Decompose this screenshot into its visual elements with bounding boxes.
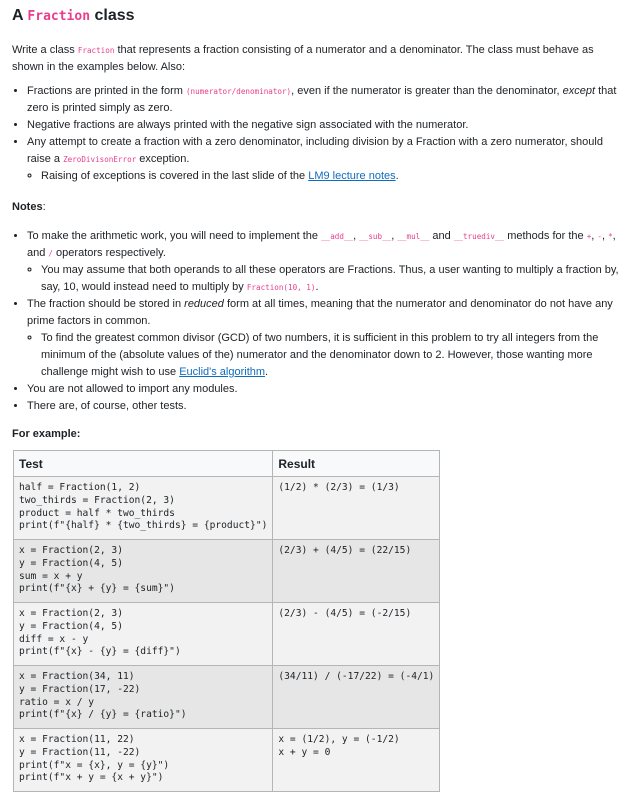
test-cell xyxy=(14,603,273,666)
sub-list xyxy=(27,262,624,296)
list-item: ◦ You may assume that both operands to all these operators are Fractions. Thus, a user wanting to multiply a fraction by, say, 10, would instead need to multiply by Fraction(10, 1). xyxy=(41,262,624,296)
list-item: • The fraction should be stored in reduced form at all times, meaning that the numerator and denominator do not have any prime factors in common. ◦ To find the greatest common divisor (GCD) of two numbers, it is sufficient in this problem to try all integers from the minimum of the (absolute values of the) numerator and the denominator down to 2. However, those wanting more challenge might wish to use Euclid's algorithm. xyxy=(27,296,624,381)
list-item: • To make the arithmetic work, you will need to implement the __add__, __sub__, __mul__ and __truediv__ methods for the +, -, *, and / operators respectively. ◦ You may assume that both operands to all these operators are Fractions. Thus, a user wanting to multiply a fraction by, say, 10, would instead need to multiply by Fraction(10, 1). xyxy=(27,228,624,296)
result-output: (1/2) * (2/3) = (1/3) xyxy=(278,482,400,493)
inline-code: __add__ xyxy=(321,232,354,241)
page-title xyxy=(12,6,624,27)
test-code: x = Fraction(34, 11) y = Fraction(17, -22) ratio = x / y print(f"{x} / {y} = {ratio}") xyxy=(19,671,187,721)
euclid-algorithm-link[interactable]: Euclid's algorithm xyxy=(179,366,266,378)
inline-code: (numerator/denominator) xyxy=(185,87,292,96)
lecture-notes-link[interactable]: LM9 lecture notes xyxy=(308,170,396,182)
examples-heading: For example: xyxy=(12,428,81,440)
intro-text-2: that represents a fraction consisting of a numerator and a denominator. The class must behave as shown in the examples below. Also: xyxy=(12,44,594,73)
list-item: ◦ To find the greatest common divisor (GCD) of two numbers, it is sufficient in this problem to try all integers from the minimum of the (absolute values of the) numerator and the denominator down to 2. However, those wanting more challenge might wish to use Euclid's algorithm. xyxy=(41,330,624,381)
emphasis: reduced xyxy=(184,298,224,310)
result-cell xyxy=(273,477,440,540)
sub-list xyxy=(27,168,624,185)
inline-code: * xyxy=(608,232,613,241)
test-cell xyxy=(14,666,273,729)
result-cell xyxy=(273,603,440,666)
list-item: • Fractions are printed in the form (numerator/denominator), even if the numerator is greater than the denominator, except that zero is printed simply as zero. xyxy=(27,83,624,117)
result-cell xyxy=(273,540,440,603)
table-row xyxy=(14,477,440,540)
result-output: (2/3) - (4/5) = (-2/15) xyxy=(278,608,412,619)
list-item: • Negative fractions are always printed with the negative sign associated with the numerator. xyxy=(27,117,624,134)
inline-code: Fraction(10, 1) xyxy=(246,283,316,292)
list-item: • You are not allowed to import any modules. xyxy=(27,381,624,398)
result-output: (34/11) / (-17/22) = (-4/1) xyxy=(278,671,435,682)
intro-code: Fraction xyxy=(77,46,115,55)
title-suffix: class xyxy=(94,7,135,24)
inline-code: __sub__ xyxy=(359,232,392,241)
inline-code: - xyxy=(597,232,602,241)
table-row xyxy=(14,540,440,603)
test-code: half = Fraction(1, 2) two_thirds = Fraction(2, 3) product = half * two_thirds print(f"{half} * {two_thirds} = {product}") xyxy=(19,482,268,532)
table-header-row xyxy=(14,451,440,477)
result-cell xyxy=(273,729,440,792)
list-item: ◦ Raising of exceptions is covered in the last slide of the LM9 lecture notes. xyxy=(41,168,624,185)
inline-code: __mul__ xyxy=(397,232,430,241)
emphasis: except xyxy=(562,85,596,97)
list-item: • There are, of course, other tests. xyxy=(27,398,624,415)
test-cell xyxy=(14,540,273,603)
list-item: • Any attempt to create a fraction with a zero denominator, including division by a Fraction with a zero numerator, should raise a ZeroDivisonError exception. ◦ Raising of exceptions is covered in the last slide of the LM9 lecture notes. xyxy=(27,134,624,185)
requirements-list xyxy=(12,83,624,185)
title-prefix: A xyxy=(12,7,23,24)
result-output: x = (1/2), y = (-1/2) x + y = 0 xyxy=(278,734,400,758)
intro-paragraph xyxy=(12,42,624,76)
column-header-result: Result xyxy=(273,451,440,477)
result-output: (2/3) + (4/5) = (22/15) xyxy=(278,545,412,556)
inline-code: ZeroDivisonError xyxy=(63,155,137,164)
table-row xyxy=(14,603,440,666)
inline-code: __truediv__ xyxy=(453,232,505,241)
inline-code: + xyxy=(586,232,592,241)
table-row xyxy=(14,666,440,729)
test-cell xyxy=(14,729,273,792)
sub-list xyxy=(27,330,624,381)
notes-list xyxy=(12,228,624,415)
column-header-test: Test xyxy=(14,451,273,477)
test-code: x = Fraction(2, 3) y = Fraction(4, 5) sum = x + y print(f"{x} + {y} = {sum}") xyxy=(19,545,175,595)
test-cell xyxy=(14,477,273,540)
title-class-name: Fraction xyxy=(27,9,91,24)
notes-heading: Notes: xyxy=(12,201,46,213)
examples-table xyxy=(13,450,440,792)
table-row xyxy=(14,729,440,792)
test-code: x = Fraction(11, 22) y = Fraction(11, -22) print(f"x = {x}, y = {y}") print(f"x + y = {x + y}") xyxy=(19,734,170,784)
result-cell xyxy=(273,666,440,729)
inline-code: / xyxy=(48,249,53,258)
test-code: x = Fraction(2, 3) y = Fraction(4, 5) diff = x - y print(f"{x} - {y} = {diff}") xyxy=(19,608,181,658)
intro-text: Write a class xyxy=(12,44,78,56)
